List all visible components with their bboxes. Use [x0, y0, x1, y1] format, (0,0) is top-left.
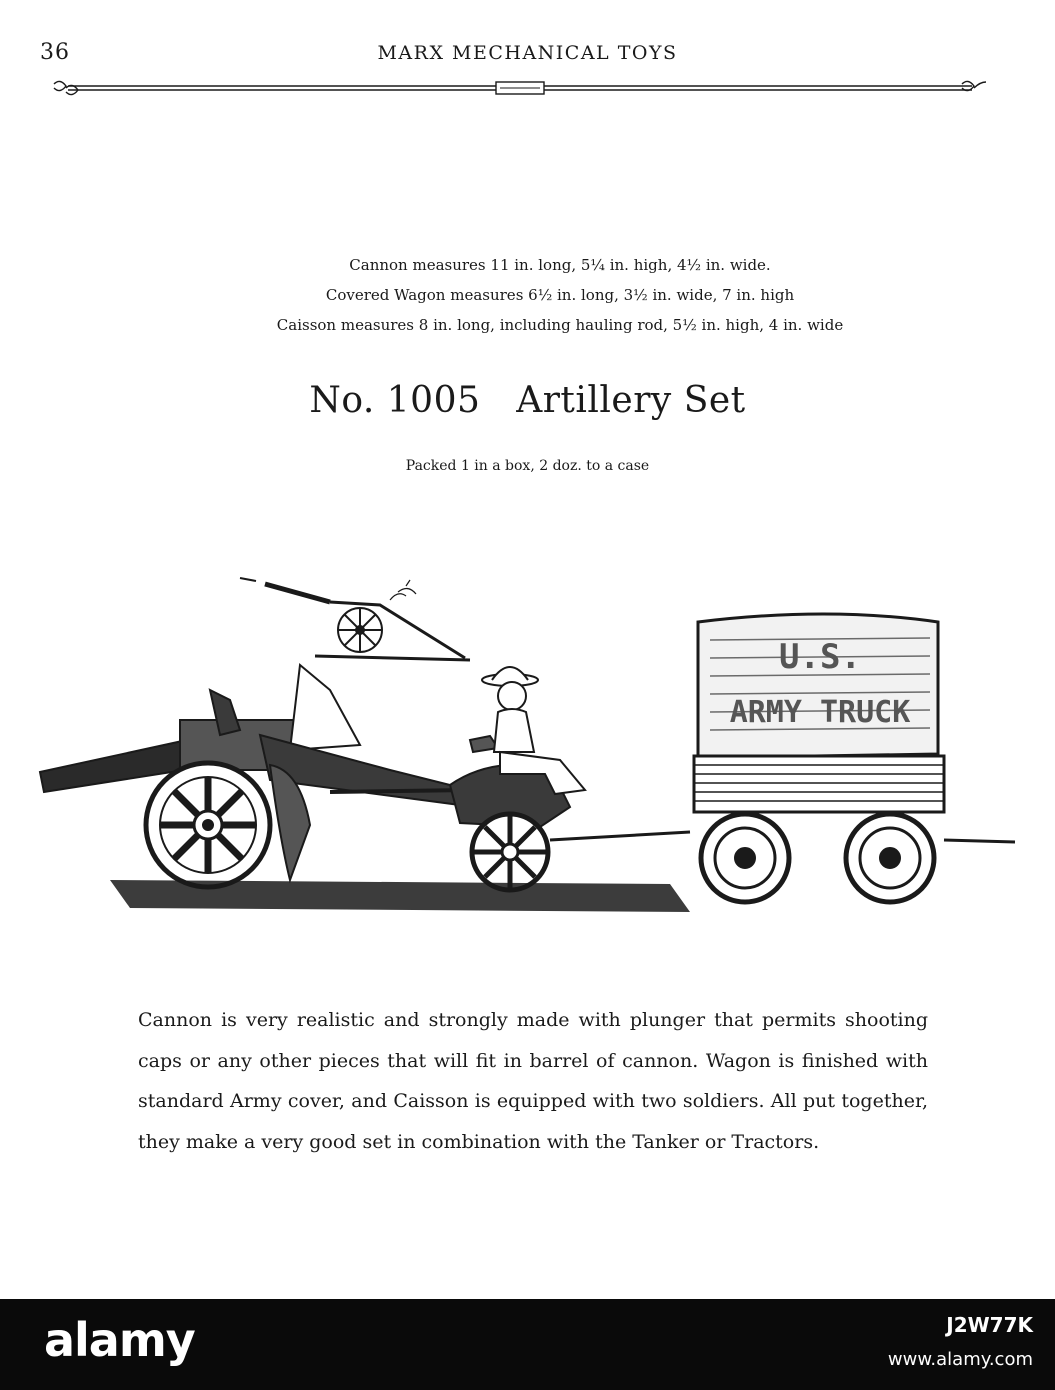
- wagon-cover-line1: U.S.: [779, 637, 861, 677]
- brand-logo: alamy: [44, 1313, 195, 1367]
- ground-shadow: [110, 880, 690, 912]
- spec-caisson: Caisson measures 8 in. long, including hauling rod, 5½ in. high, 4 in. wide: [276, 316, 844, 334]
- small-cannon-icon: [240, 578, 470, 660]
- army-truck-wagon-icon: [694, 614, 1015, 902]
- image-url: www.alamy.com: [887, 1349, 1033, 1370]
- spec-cannon: Cannon measures 11 in. long, 5¼ in. high, 4½ in. wide.: [349, 256, 771, 274]
- running-head: MARX MECHANICAL TOYS: [377, 42, 678, 64]
- cannon-icon: [40, 665, 470, 887]
- spec-list: [0, 250, 1055, 340]
- image-id: J2W77K: [946, 1313, 1033, 1337]
- spec-wagon: Covered Wagon measures 6½ in. long, 3½ in. wide, 7 in. high: [325, 286, 795, 304]
- packing-note: Packed 1 in a box, 2 doz. to a case: [405, 458, 650, 474]
- wagon-cover-line2: ARMY TRUCK: [729, 695, 911, 730]
- page-number: 36: [40, 40, 70, 65]
- artillery-set-illustration: [30, 560, 1030, 920]
- decorative-rule: [50, 76, 990, 100]
- watermark-footer: [0, 1299, 1055, 1390]
- product-title: No. 1005 Artillery Set: [309, 380, 746, 421]
- product-description: Cannon is very realistic and strongly made with plunger that permits shooting caps or any other pieces that will fit in barrel of cannon. Wagon is finished with standard Army cover, and Caisson is equipped with two soldiers. All put together, they make a very good set in combination with the Tanker or Tractors.: [138, 1009, 928, 1153]
